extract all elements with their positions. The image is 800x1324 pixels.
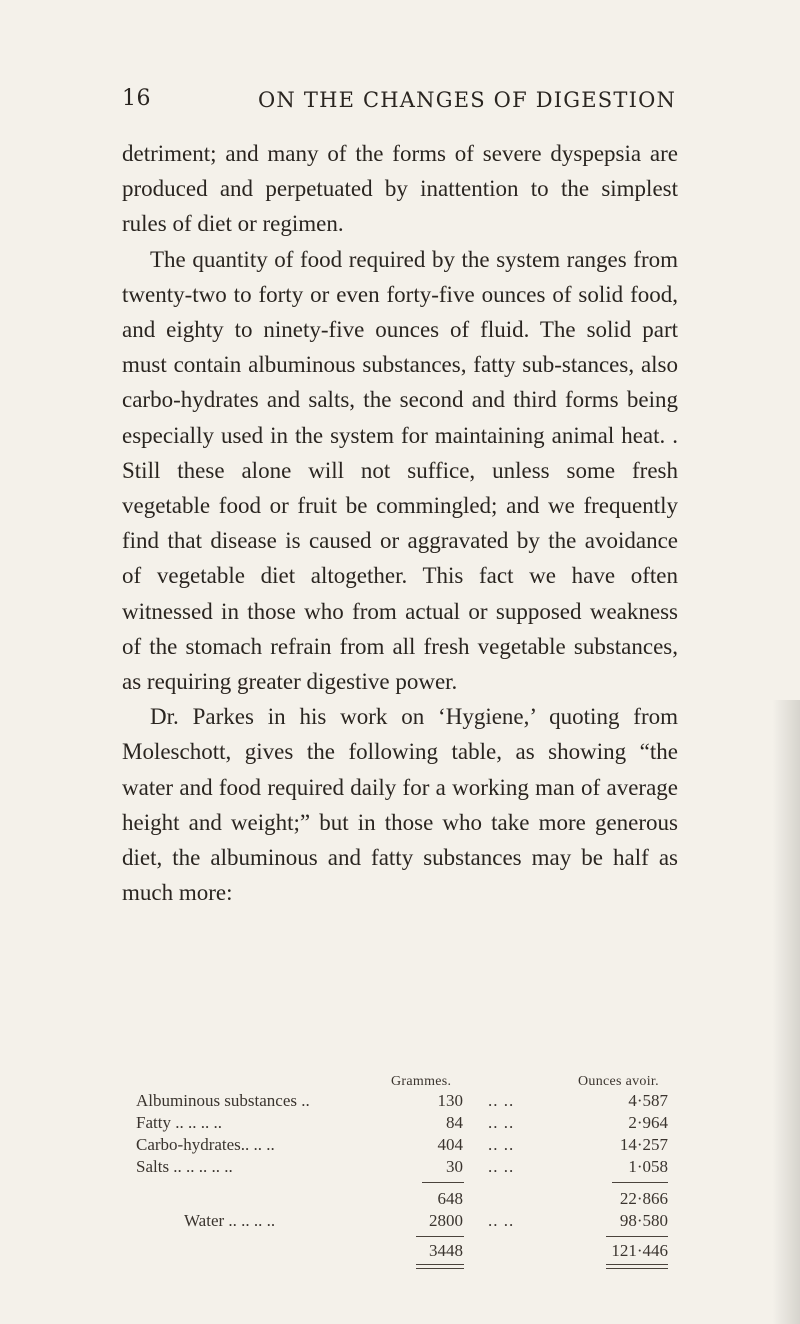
header-ounces: Ounces avoir. [578,1074,659,1089]
water-grammes: 2800 [429,1211,463,1230]
paragraph-3: Dr. Parkes in his work on ‘Hygiene,’ quoting from Moleschott, gives the following table, as showing “the water and food required daily for a working man of average height and weight;” but in those who take more generous diet, the albuminous and fatty substances may be half as much more: [122,704,678,906]
running-head: ON THE CHANGES OF DIGESTION [258,88,677,112]
row-ounces: 2·964 [628,1113,668,1132]
row-ounces: 4·587 [628,1091,668,1110]
total-double-rule-grammes-2 [416,1268,464,1269]
subtotal-rule-grammes [422,1182,464,1183]
water-label: Water .. .. .. .. [184,1211,276,1230]
row-grammes: 30 [446,1157,463,1176]
subtotal-grammes: 648 [437,1189,463,1208]
row-label: Albuminous substances .. [136,1091,310,1110]
row-grammes: 404 [437,1135,463,1154]
row-dots: .. .. [488,1135,515,1154]
total-double-rule-ounces-2 [606,1268,668,1269]
row-label: Fatty .. .. .. .. [136,1113,222,1132]
paragraph-2: The quantity of food required by the system ranges from twenty-two to forty or even forty-five ounces of solid food, and eighty to ninety-five ounces of fluid. The solid part must contain albuminous substances, fatty sub-stances, also carbo-hydrates and salts, the second and third forms being especially used in the system for maintaining animal heat. . Still these alone will not suffice, unless some fresh vegetable food or fruit be commingled; and we frequently find that disease is caused or aggravated by the avoidance of vegetable diet altogether. This fact we have often witnessed in those who from actual or supposed weakness of the stomach refrain from all fresh vegetable substances, as requiring greater digestive power. [122,246,678,695]
row-ounces: 1·058 [628,1157,668,1176]
row-dots: .. .. [488,1157,515,1176]
total-double-rule-ounces-1 [606,1264,668,1265]
total-double-rule-grammes-1 [416,1264,464,1265]
total-rule-ounces [606,1236,668,1237]
row-grammes: 84 [446,1113,463,1132]
row-grammes: 130 [437,1091,463,1110]
header-grammes: Grammes. [391,1074,452,1089]
paragraph-1: detriment; and many of the forms of severe dyspepsia are produced and perpetuated by inattention to the simplest rules of diet or regimen. [122,141,678,237]
water-ounces: 98·580 [619,1211,668,1230]
row-ounces: 14·257 [619,1135,668,1154]
total-rule-grammes [416,1236,464,1237]
row-label: Carbo-hydrates.. .. .. [136,1135,275,1154]
page-number: 16 [122,86,151,111]
total-grammes: 3448 [429,1241,463,1260]
subtotal-ounces: 22·866 [619,1189,668,1208]
row-label: Salts .. .. .. .. .. [136,1157,233,1176]
water-dots: .. .. [488,1211,515,1230]
total-ounces: 121·446 [611,1241,668,1260]
row-dots: .. .. [488,1113,515,1132]
subtotal-rule-ounces [612,1182,668,1183]
row-dots: .. .. [488,1091,515,1110]
